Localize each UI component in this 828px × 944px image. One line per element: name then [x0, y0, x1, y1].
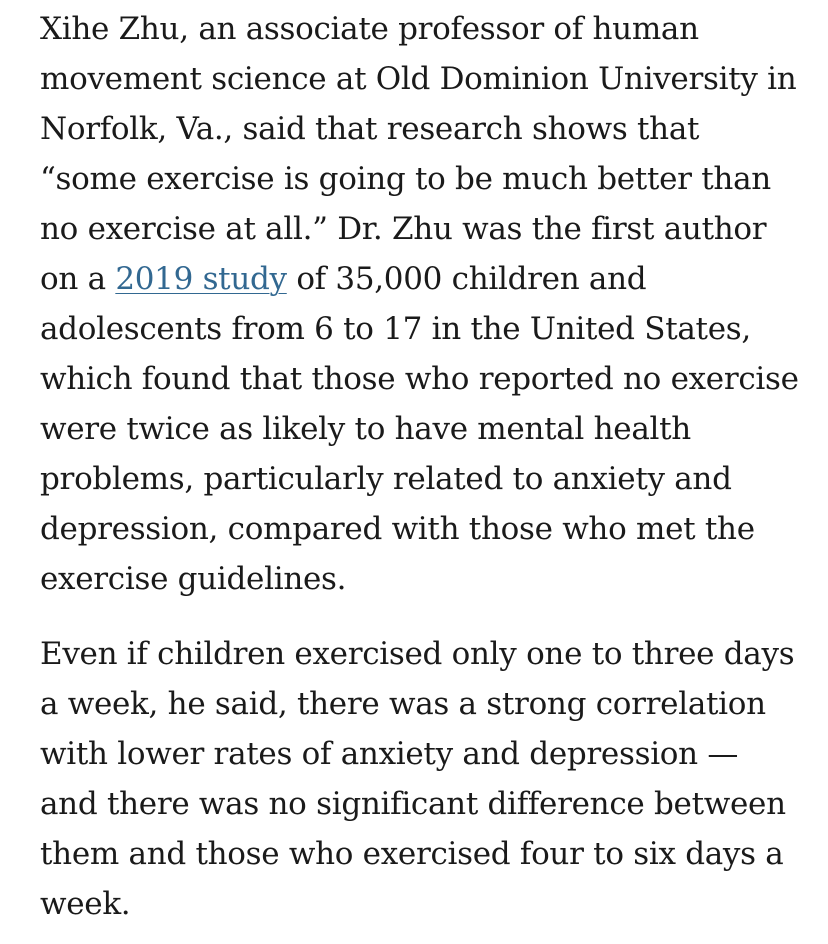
article-paragraph-2: Even if children exercised only one to three days a week, he said, there was a strong correlation with lower rates of anxiety and depression — and there was no significant difference between them and those who exercised four to six days a week. [40, 636, 795, 922]
paragraph-1-text-end: of 35,000 children and adolescents from 6 to 17 in the United States, which found that those who reported no exercise were twice as likely to have mental health problems, particularly related to anxiety and depression, compared with those who met the exercise guidelines. [40, 261, 799, 597]
article-body [40, 4, 800, 929]
study-link[interactable]: 2019 study [115, 261, 287, 297]
paragraph-1-text-start: Xihe Zhu, an associate professor of human movement science at Old Dominion University in Norfolk, Va., said that research shows that “some exercise is going to be much better than no exercise at all.” Dr. Zhu was the first author on a [40, 11, 797, 297]
article-paragraph-1 [40, 4, 800, 604]
